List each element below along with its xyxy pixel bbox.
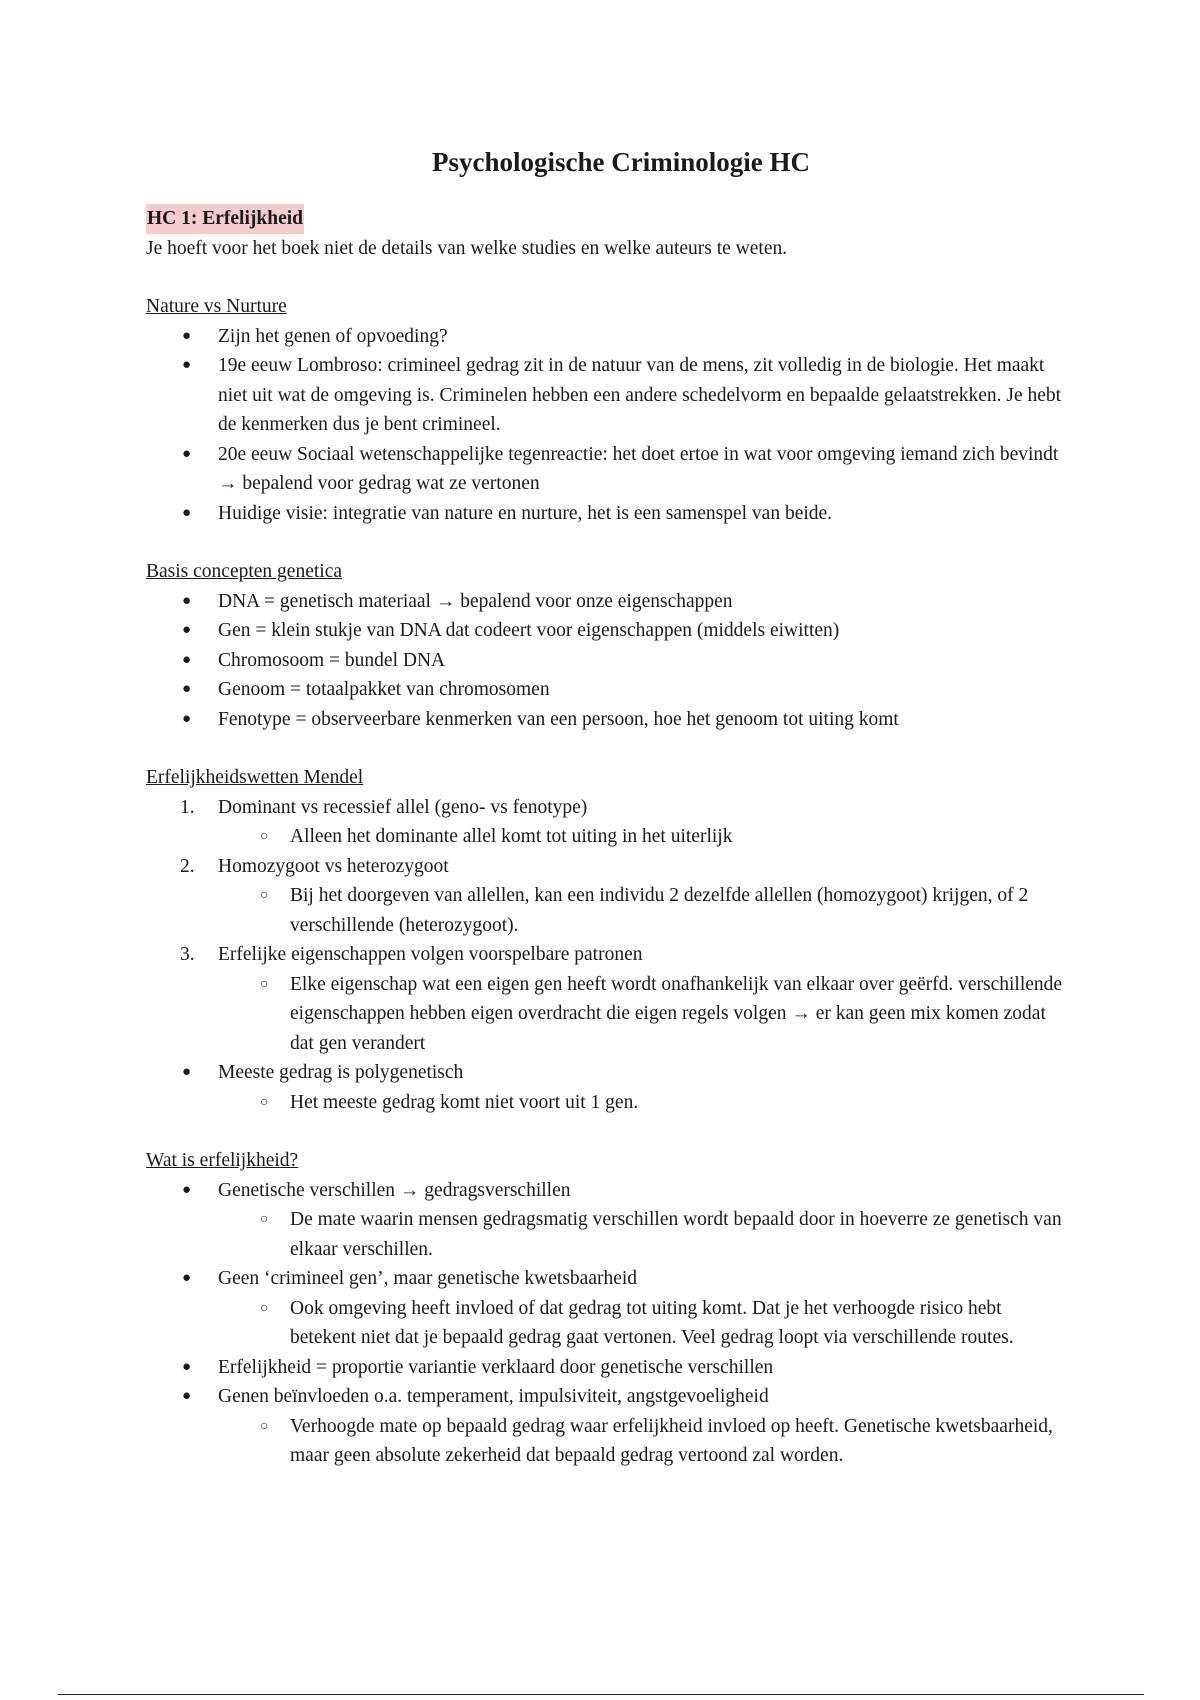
list-item — [146, 351, 1066, 440]
circle-bullet-icon: ○ — [260, 1300, 269, 1316]
list-item — [146, 1058, 1066, 1088]
list-number: 2. — [180, 855, 195, 877]
list-item-text: Genoom = totaalpakket van chromosomen — [218, 679, 550, 700]
list-item — [146, 1264, 1066, 1294]
sub-list-item-text: Alleen het dominante allel komt tot uiting in het uiterlijk — [290, 826, 733, 847]
section-title: Wat is erfelijkheid? — [146, 1150, 299, 1171]
sub-list-item-text: Elke eigenschap wat een eigen gen heeft wordt onafhankelijk van elkaar over geërfd. verschillende eigenschappen hebben eigen overdracht die eigen regels volgen → er kan geen mix komen zodat dat gen verandert — [290, 973, 1063, 1054]
sub-list-item — [146, 1205, 1066, 1264]
list-item — [146, 322, 1066, 352]
list-item — [146, 440, 1066, 499]
list-item-text: Meeste gedrag is polygenetisch — [218, 1062, 464, 1083]
list-number: 3. — [180, 944, 195, 965]
list-item-text: Genetische verschillen → gedragsverschillen — [218, 1179, 571, 1201]
circle-bullet-icon: ○ — [260, 888, 269, 903]
circle-bullet-icon: ○ — [260, 829, 269, 844]
list-item-text: 20e eeuw Sociaal wetenschappelijke tegenreactie: het doet ertoe in wat voor omgeving iemand zich bevindt → bepalend voor gedrag wat ze vertonen — [218, 443, 1059, 494]
intro-text: Je hoeft voor het boek niet de details van welke studies en welke auteurs te weten. — [146, 237, 788, 259]
sub-list-item-text: Ook omgeving heeft invloed of dat gedrag tot uiting komt. Dat je het verhoogde risico hebt betekent niet dat je bepaald gedrag gaat vertonen. Veel gedrag loopt via verschillende routes. — [290, 1297, 1014, 1348]
bullet-icon: ● — [182, 592, 192, 609]
section-title: Erfelijkheidswetten Mendel — [146, 767, 364, 788]
hc-heading-line — [146, 204, 1066, 234]
sub-list-item — [146, 1088, 1066, 1118]
sub-list-item — [146, 822, 1066, 852]
list-item — [146, 1176, 1066, 1206]
bullet-icon: ● — [182, 504, 192, 521]
list-item-text: DNA = genetisch materiaal → bepalend voor onze eigenschappen — [218, 590, 733, 612]
document-title: Psychologische Criminologie HC — [432, 147, 810, 177]
bullet-icon: ● — [182, 651, 192, 668]
sub-list-item — [146, 1412, 1066, 1471]
list-item — [146, 1353, 1066, 1383]
section-erfelijkheid — [146, 1146, 1066, 1471]
bullet-icon: ● — [182, 622, 192, 638]
list-item — [146, 1382, 1066, 1412]
list-item — [146, 499, 1066, 529]
document-page — [146, 142, 1066, 1471]
list-item-text: Huidige visie: integratie van nature en nurture, het is een samenspel van beide. — [218, 502, 833, 524]
circle-bullet-icon: ○ — [260, 1094, 269, 1110]
list-item-text: Erfelijke eigenschappen volgen voorspelbare patronen — [218, 944, 643, 965]
bullet-list — [146, 587, 1066, 735]
list-item — [146, 940, 1066, 970]
footer-divider — [58, 1694, 1144, 1695]
sub-list-item-text: Het meeste gedrag komt niet voort uit 1 gen. — [290, 1091, 639, 1113]
list-item — [146, 587, 1066, 617]
list-item — [146, 675, 1066, 705]
spacer — [146, 528, 1066, 557]
list-item-text: Genen beïnvloeden o.a. temperament, impulsiviteit, angstgevoeligheid — [218, 1386, 769, 1407]
bullet-list — [146, 322, 1066, 529]
list-item-text: Chromosoom = bundel DNA — [218, 649, 446, 671]
sub-list-item — [146, 970, 1066, 1059]
list-item — [146, 852, 1066, 882]
list-item-text: Geen ‘crimineel gen’, maar genetische kwetsbaarheid — [218, 1268, 638, 1289]
spacer — [146, 734, 1066, 763]
bullet-icon: ● — [182, 1064, 192, 1080]
section-nature-nurture — [146, 292, 1066, 528]
section-mendel — [146, 763, 1066, 1117]
sub-list-item-text: Verhoogde mate op bepaald gedrag waar erfelijkheid invloed op heeft. Genetische kwetsbaarheid, maar geen absolute zekerheid dat bepaald gedrag vertoond zal worden. — [290, 1415, 1053, 1466]
bullet-icon: ● — [182, 357, 192, 373]
sub-list-item — [146, 1294, 1066, 1353]
list-item — [146, 793, 1066, 823]
bullet-icon: ● — [182, 445, 192, 462]
bullet-icon: ● — [182, 1270, 192, 1286]
list-item-text: Dominant vs recessief allel (geno- vs fenotype) — [218, 796, 588, 818]
list-item — [146, 616, 1066, 646]
list-item-text: Zijn het genen of opvoeding? — [218, 325, 448, 347]
bullet-icon: ● — [182, 1388, 192, 1404]
spacer — [146, 1117, 1066, 1146]
section-title: Nature vs Nurture — [146, 296, 287, 317]
spacer — [146, 263, 1066, 292]
circle-bullet-icon: ○ — [260, 1212, 269, 1227]
bullet-icon: ● — [182, 1358, 192, 1375]
circle-bullet-icon: ○ — [260, 976, 269, 992]
bullet-icon: ● — [182, 681, 192, 697]
list-item-text: Gen = klein stukje van DNA dat codeert voor eigenschappen (middels eiwitten) — [218, 620, 840, 641]
sub-list-item-text: Bij het doorgeven van allellen, kan een individu 2 dezelfde allellen (homozygoot) krijgen, of 2 verschillende (heterozygoot). — [290, 885, 1029, 936]
section-genetica — [146, 557, 1066, 734]
circle-bullet-icon: ○ — [260, 1418, 269, 1434]
list-item — [146, 646, 1066, 676]
sub-list-item — [146, 881, 1066, 940]
bullet-icon: ● — [182, 1181, 192, 1198]
bullet-icon: ● — [182, 327, 192, 344]
bullet-icon: ● — [182, 710, 192, 727]
numbered-list — [146, 793, 1066, 1118]
hc-heading: HC 1: Erfelijkheid — [146, 204, 304, 234]
bullet-list — [146, 1176, 1066, 1471]
section-title: Basis concepten genetica — [146, 561, 342, 582]
list-number: 1. — [180, 796, 195, 818]
list-item-text: Erfelijkheid = proportie variantie verklaard door genetische verschillen — [218, 1356, 774, 1378]
list-item-text: Homozygoot vs heterozygoot — [218, 855, 449, 877]
list-item — [146, 705, 1066, 735]
sub-list-item-text: De mate waarin mensen gedragsmatig verschillen wordt bepaald door in hoeverre ze genetisch van elkaar verschillen. — [290, 1209, 1062, 1260]
list-item-text: Fenotype = observeerbare kenmerken van een persoon, hoe het genoom tot uiting komt — [218, 708, 899, 730]
list-item-text: 19e eeuw Lombroso: crimineel gedrag zit in de natuur van de mens, zit volledig in de biologie. Het maakt niet uit wat de omgeving is. Criminelen hebben een andere schedelvorm en bepaalde gelaatstrekken. Je hebt de kenmerken dus je bent crimineel. — [218, 355, 1062, 435]
